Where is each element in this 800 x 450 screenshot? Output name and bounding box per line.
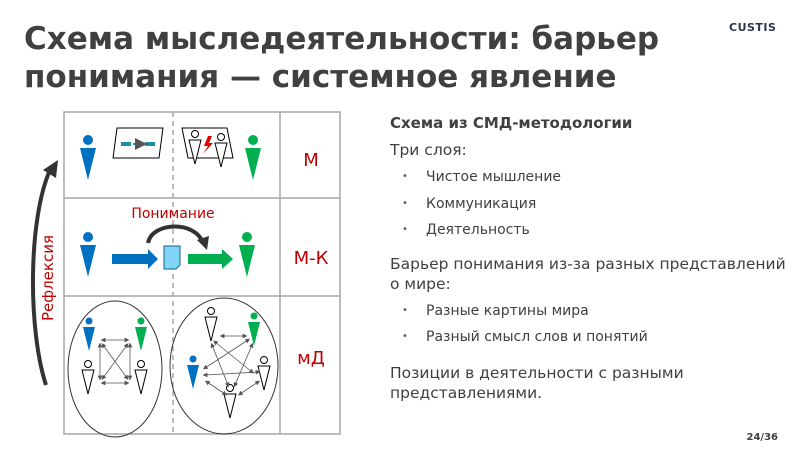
group-small-icon	[68, 301, 162, 437]
conflict-card-icon	[182, 128, 233, 167]
row-label-m-k: М-К	[293, 248, 329, 269]
custis-logo: CUSTIS	[729, 21, 777, 34]
content-panel	[390, 114, 790, 407]
understanding-label: Понимание	[131, 206, 215, 222]
list-item: • Чистое мышление	[390, 164, 790, 191]
title-line-2: понимания — системное явление	[24, 59, 617, 95]
person-green-icon	[239, 232, 255, 277]
row-label-md: мД	[297, 348, 325, 369]
paragraph-barrier: Барьер понимания из-за разных представлений о мире:	[390, 254, 786, 293]
person-blue-icon	[80, 135, 96, 180]
list-item: • Коммуникация	[390, 191, 790, 218]
content-heading: Схема из СМД-методологии	[390, 114, 633, 132]
blue-arrow-icon	[112, 249, 158, 269]
grid	[64, 112, 340, 434]
row-label-m: М	[303, 150, 319, 171]
group-large-icon	[170, 298, 278, 434]
list-item: • Разный смысл слов и понятий	[390, 324, 790, 351]
reflection-label: Рефлексия	[39, 235, 57, 321]
green-arrow-icon	[188, 249, 233, 269]
paragraph-positions: Позиции в деятельности с разными представлениями.	[390, 363, 684, 402]
person-blue-icon	[80, 232, 96, 277]
document-icon	[164, 246, 180, 269]
page-number: 24/36	[746, 432, 778, 443]
list-item: • Разные картины мира	[390, 298, 790, 325]
paragraph-layers: Три слоя:	[390, 141, 467, 159]
list-item: • Деятельность	[390, 217, 790, 244]
reasons-list	[390, 298, 790, 351]
layers-list	[390, 164, 790, 244]
person-green-icon	[245, 135, 261, 180]
title-line-1: Схема мыследеятельности: барьер	[24, 21, 660, 57]
model-card-icon	[113, 128, 163, 158]
